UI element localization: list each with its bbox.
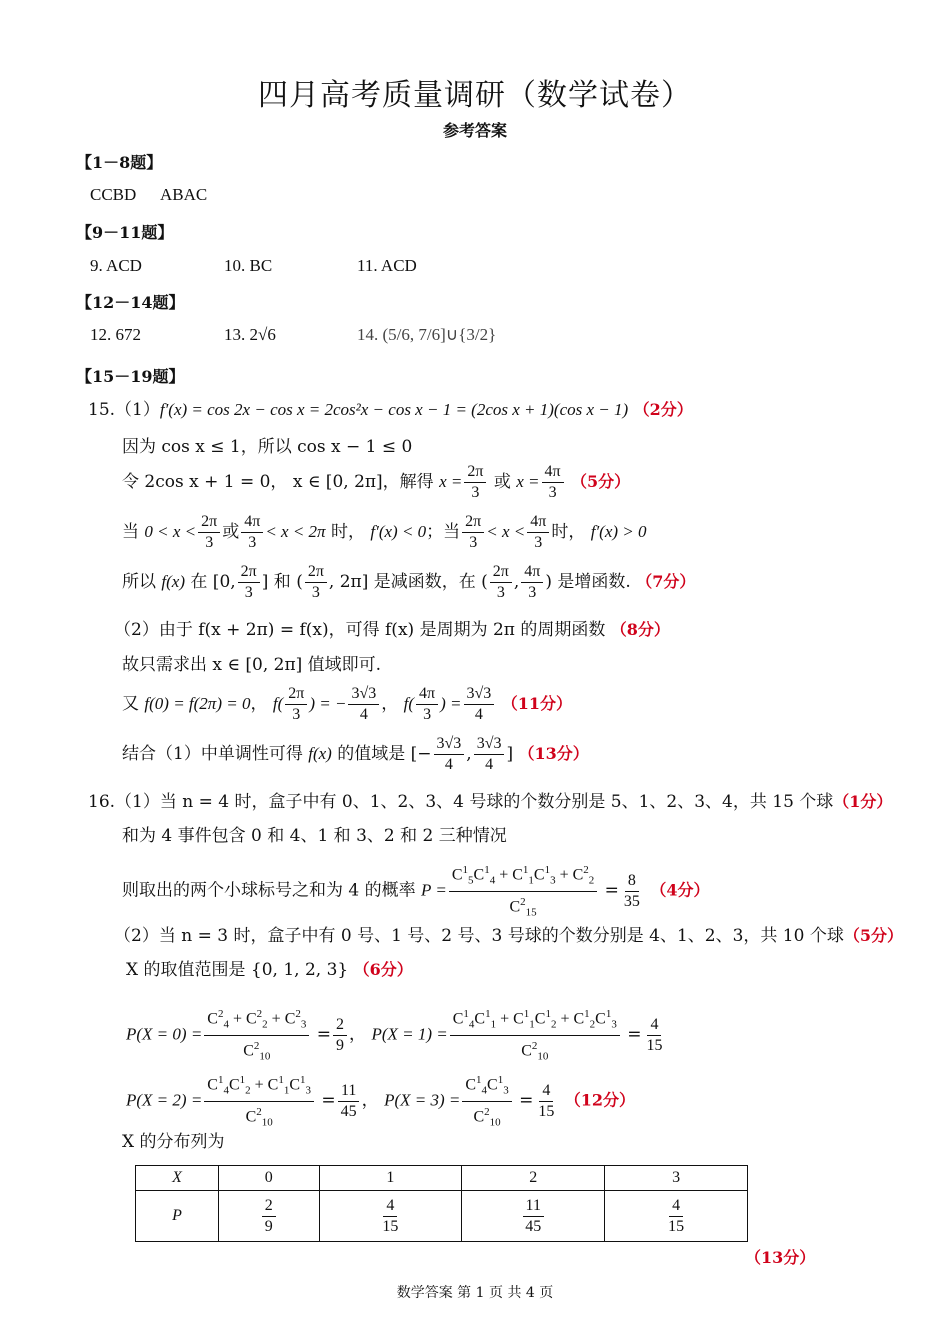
q16-line-1: 16.（1）当 n = 4 时，盒子中有 0、1、2、3、4 号球的个数分别是 5、1、2、3、4，共 15 个球（1分） <box>88 792 893 812</box>
table-cell: $\frac{4}{15}$ <box>319 1191 462 1242</box>
q15-line-1: 15.（1）f′(x) = cos 2x − cos x = 2cos²x − cos x − 1 = (2cos x + 1)(cos x − 1) （2分） <box>88 400 693 420</box>
score-label: （8分） <box>610 620 670 639</box>
section-heading-1-8: 【1－8题】 <box>76 153 163 172</box>
answer-10: 10. BC <box>224 256 273 275</box>
q16-line-4: （2）当 n = 3 时，盒子中有 0 号、1 号、2 号、3 号球的个数分别是 4、1、2、3，共 10 个球（5分） <box>114 926 903 946</box>
q15-line-5: 所以 f(x) 在 [0, $\frac{2\pi}{3}$ ] 和 ( $\frac{2\pi}{3}$ , 2π] 是减函数，在 ( $\frac{2\pi}{3}$ , $\frac{4\pi}{3}$ ) 是增函数. （7分） <box>122 563 696 601</box>
score-label: （5分） <box>571 472 631 491</box>
section-heading-15-19: 【15－19题】 <box>76 367 185 386</box>
page-title: 四月高考质量调研（数学试卷） <box>258 78 692 113</box>
q16-line-3: 则取出的两个小球标号之和为 4 的概率 P = $\frac{C^1_5C^1_4 + C^1_1C^1_3 + C^2_2}{C^2_{15}}$ = $\frac{8}{35}$ （4分） <box>122 860 709 922</box>
q16-line-7: P(X = 2) = $\frac{C^1_4C^1_2 + C^1_1C^1_3}{C^2_{10}}$ = $\frac{11}{45}$ ， P(X = 3) = $\frac{C^1_4C^1_3}{C^2_{10}}$ = $\frac{4}{15}$ （12分） <box>126 1070 635 1132</box>
score-label: （6分） <box>353 960 413 979</box>
answer-14: 14. (5/6, 7/6]∪{3/2} <box>357 325 497 344</box>
answer-group-1-4: CCBD <box>90 185 137 204</box>
score-label: （13分） <box>518 744 589 763</box>
q15-line-3: 令 2cos x + 1 = 0， x ∈ [0, 2π]，解得 x = $\frac{2\pi}{3}$ 或 x = $\frac{4\pi}{3}$ （5分） <box>122 463 631 501</box>
score-label: （5分） <box>843 926 903 945</box>
q15-line-2: 因为 cos x ≤ 1，所以 cos x − 1 ≤ 0 <box>122 437 413 457</box>
table-header-cell: 3 <box>605 1166 748 1191</box>
q15-line-9: 结合（1）中单调性可得 f(x) 的值域是 [− $\frac{3√3}{4}$ , $\frac{3√3}{4}$ ] （13分） <box>122 735 589 773</box>
answer-group-5-8: ABAC <box>160 185 208 204</box>
section-heading-9-11: 【9－11题】 <box>76 223 174 242</box>
score-label: （4分） <box>650 880 710 900</box>
q15-line-6: （2）由于 f(x + 2π) = f(x)，可得 f(x) 是周期为 2π 的周期函数 （8分） <box>114 620 670 640</box>
section-heading-12-14: 【12－14题】 <box>76 293 185 312</box>
q15-line-8: 又 f(0) = f(2π) = 0， f( $\frac{2\pi}{3}$ ) = − $\frac{3√3}{4}$ ， f( $\frac{4\pi}{3}$ ) = $\frac{3√3}{4}$ （11分） <box>122 685 572 723</box>
table-cell: $\frac{4}{15}$ <box>605 1191 748 1242</box>
table-header-cell: 1 <box>319 1166 462 1191</box>
table-row <box>136 1191 748 1242</box>
q16-line-5: X 的取值范围是 {0, 1, 2, 3} （6分） <box>126 960 413 980</box>
table-row <box>136 1166 748 1191</box>
table-header-cell: X <box>136 1166 219 1191</box>
q16-line-8: X 的分布列为 <box>122 1132 225 1152</box>
table-row-label: P <box>136 1191 219 1242</box>
table-cell: $\frac{11}{45}$ <box>462 1191 605 1242</box>
answer-12: 12. 672 <box>90 325 141 344</box>
score-label: （13分） <box>745 1248 816 1267</box>
answer-11: 11. ACD <box>357 256 417 275</box>
q16-line-6: P(X = 0) = $\frac{C^2_4 + C^2_2 + C^2_3}{C^2_{10}}$ = $\frac{2}{9}$ ， P(X = 1) = $\frac{C^1_4C^1_1 + C^1_1C^1_2 + C^1_2C^1_3}{C^2_{10}}$ = $\frac{4}{15}$ <box>126 1004 667 1066</box>
q16-line-2: 和为 4 事件包含 0 和 4、1 和 3、2 和 2 三种情况 <box>122 826 507 846</box>
table-cell: $\frac{2}{9}$ <box>219 1191 320 1242</box>
distribution-table <box>135 1165 748 1242</box>
page-footer: 数学答案 第 1 页 共 4 页 <box>396 1285 554 1301</box>
q15-line-7: 故只需求出 x ∈ [0, 2π] 值域即可. <box>122 655 382 675</box>
answer-9: 9. ACD <box>90 256 142 275</box>
score-label: （1分） <box>833 792 893 811</box>
score-label: （11分） <box>501 694 572 713</box>
answer-13: 13. 2√6 <box>224 325 276 344</box>
score-label: （12分） <box>564 1090 636 1110</box>
q15-line-4: 当 0 < x < $\frac{2\pi}{3}$ 或 $\frac{4\pi}{3}$ < x < 2π 时， f′(x) < 0；当 $\frac{2\pi}{3}$ < x < $\frac{4\pi}{3}$ 时， f′(x) > 0 <box>122 513 647 551</box>
score-label: （7分） <box>636 572 696 591</box>
page-subtitle: 参考答案 <box>442 121 507 140</box>
table-header-cell: 2 <box>462 1166 605 1191</box>
table-header-cell: 0 <box>219 1166 320 1191</box>
score-label: （2分） <box>633 400 693 419</box>
